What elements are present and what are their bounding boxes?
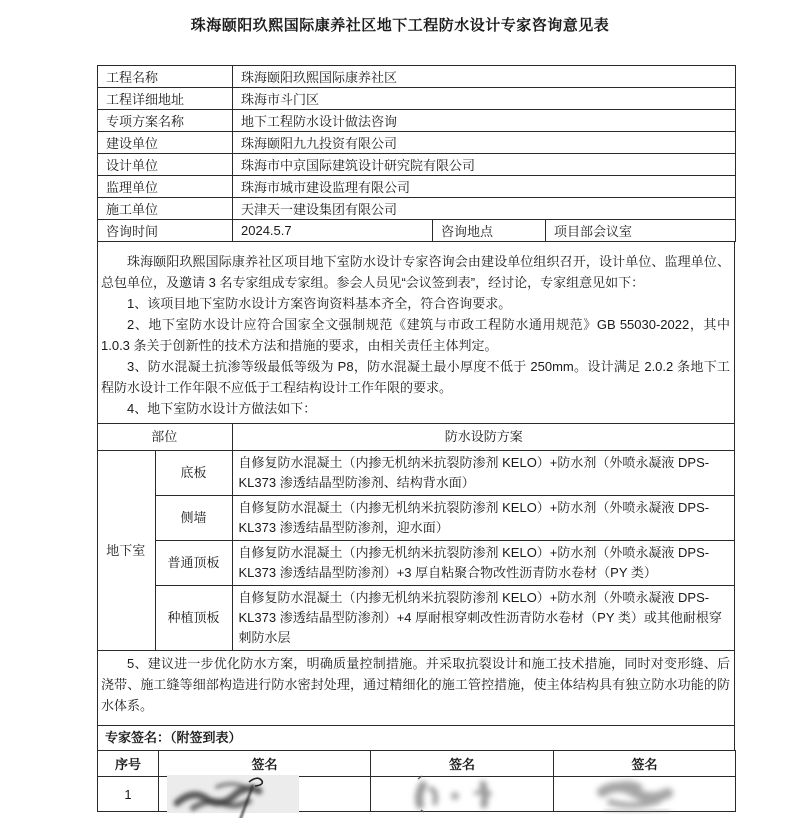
table-row bbox=[98, 154, 736, 176]
scheme-header-row bbox=[97, 424, 735, 451]
signature-scribble-2 bbox=[371, 777, 553, 811]
signature-table bbox=[97, 750, 736, 812]
info-label: 建设单位 bbox=[98, 132, 233, 154]
info-value: 地下工程防水设计做法咨询 bbox=[233, 110, 736, 132]
scheme-group-basement: 地下室 bbox=[97, 451, 155, 651]
scheme-row bbox=[97, 541, 735, 586]
info-value: 珠海市城市建设监理有限公司 bbox=[233, 176, 736, 198]
table-row-consult bbox=[98, 220, 736, 242]
table-row bbox=[98, 88, 736, 110]
consult-time-label: 咨询时间 bbox=[98, 220, 233, 242]
serial-number: 1 bbox=[98, 777, 159, 812]
project-info-table bbox=[97, 65, 736, 242]
expert-signature-heading-text: 专家签名：（附签到表） bbox=[105, 730, 242, 745]
scheme-part: 种植顶板 bbox=[155, 586, 232, 651]
opinion-intro: 珠海颐阳玖熙国际康养社区项目地下室防水设计专家咨询会由建设单位组织召开，设计单位、监理单位、总包单位，及邀请 3 名专家组成专家组。参会人员见“会议签到表”，经讨论，专家组意见如下： bbox=[101, 254, 730, 290]
info-label: 监理单位 bbox=[98, 176, 233, 198]
consult-place-label: 咨询地点 bbox=[433, 220, 546, 242]
scheme-part: 底板 bbox=[155, 451, 232, 496]
info-value: 珠海颐阳九九投资有限公司 bbox=[233, 132, 736, 154]
opinion-item-3: 3、防水混凝土抗渗等级最低等级为 P8，防水混凝土最小厚度不低于 250mm。设计满足 2.0.2 条地下工程防水设计工作年限不应低于工程结构设计工作年限的要求。 bbox=[101, 359, 730, 395]
scheme-col-part: 部位 bbox=[97, 424, 232, 451]
expert-opinion-cell bbox=[97, 242, 735, 726]
waterproof-scheme-table bbox=[97, 423, 735, 651]
opinion-item-4: 4、地下室防水设计方做法如下： bbox=[127, 401, 317, 416]
scheme-part: 侧墙 bbox=[155, 496, 232, 541]
opinion-item-2: 2、地下室防水设计应符合国家全文强制规范《建筑与市政工程防水通用规范》GB 55030-2022，其中 1.0.3 条关于创新性的技术方法和措施的要求，由相关责任主体判定。 bbox=[101, 317, 730, 353]
col-signature-3: 签名 bbox=[554, 751, 736, 777]
table-row bbox=[98, 110, 736, 132]
signature-data-row bbox=[98, 777, 736, 812]
scheme-col-plan: 防水设防方案 bbox=[232, 424, 735, 451]
table-row bbox=[98, 132, 736, 154]
info-value: 珠海市斗门区 bbox=[233, 88, 736, 110]
table-row bbox=[98, 176, 736, 198]
info-value: 珠海市中京国际建筑设计研究院有限公司 bbox=[233, 154, 736, 176]
signature-scribble-3 bbox=[554, 777, 735, 811]
scheme-row bbox=[97, 451, 735, 496]
signature-cell-3 bbox=[554, 777, 736, 812]
col-serial: 序号 bbox=[98, 751, 159, 777]
info-label: 设计单位 bbox=[98, 154, 233, 176]
signature-scribble-1 bbox=[159, 777, 370, 811]
scheme-part: 普通顶板 bbox=[155, 541, 232, 586]
info-label: 施工单位 bbox=[98, 198, 233, 220]
page-title: 珠海颐阳玖熙国际康养社区地下工程防水设计专家咨询意见表 bbox=[190, 17, 610, 34]
scheme-row bbox=[97, 586, 735, 651]
scheme-plan: 自修复防水混凝土（内掺无机纳米抗裂防渗剂 KELO）+防水剂（外喷永凝液 DPS-KL373 渗透结晶型防渗剂，迎水面） bbox=[232, 496, 735, 541]
scheme-plan: 自修复防水混凝土（内掺无机纳米抗裂防渗剂 KELO）+防水剂（外喷永凝液 DPS-KL373 渗透结晶型防渗剂、结构背水面） bbox=[232, 451, 735, 496]
col-signature-2: 签名 bbox=[371, 751, 554, 777]
info-label: 工程名称 bbox=[98, 66, 233, 88]
signature-cell-1 bbox=[159, 777, 371, 812]
document-body bbox=[97, 65, 735, 812]
scheme-plan: 自修复防水混凝土（内掺无机纳米抗裂防渗剂 KELO）+防水剂（外喷永凝液 DPS-KL373 渗透结晶型防渗剂）+4 厚耐根穿刺改性沥青防水卷材（PY 类）或其他耐根穿刺防水层 bbox=[232, 586, 735, 651]
opinion-item-5: 5、建议进一步优化防水方案，明确质量控制措施。并采取抗裂设计和施工技术措施，同时对变形缝、后浇带、施工缝等细部构造进行防水密封处理，通过精细化的施工管控措施，使主体结构具有独立防水功能的防水体系。 bbox=[101, 656, 730, 713]
col-signature-1: 签名 bbox=[159, 751, 371, 777]
scheme-plan: 自修复防水混凝土（内掺无机纳米抗裂防渗剂 KELO）+防水剂（外喷永凝液 DPS-KL373 渗透结晶型防渗剂）+3 厚自粘聚合物改性沥青防水卷材（PY 类） bbox=[232, 541, 735, 586]
consult-time-value: 2024.5.7 bbox=[233, 220, 433, 242]
info-label: 专项方案名称 bbox=[98, 110, 233, 132]
info-value: 珠海颐阳玖熙国际康养社区 bbox=[233, 66, 736, 88]
table-row bbox=[98, 198, 736, 220]
opinion-item-1: 1、该项目地下室防水设计方案咨询资料基本齐全，符合咨询要求。 bbox=[127, 296, 512, 311]
signature-cell-2 bbox=[371, 777, 554, 812]
info-label: 工程详细地址 bbox=[98, 88, 233, 110]
signature-header-row bbox=[98, 751, 736, 777]
info-value: 天津天一建设集团有限公司 bbox=[233, 198, 736, 220]
consult-place-value: 项目部会议室 bbox=[546, 220, 736, 242]
expert-signature-heading bbox=[97, 726, 735, 751]
scheme-row bbox=[97, 496, 735, 541]
table-row bbox=[98, 66, 736, 88]
